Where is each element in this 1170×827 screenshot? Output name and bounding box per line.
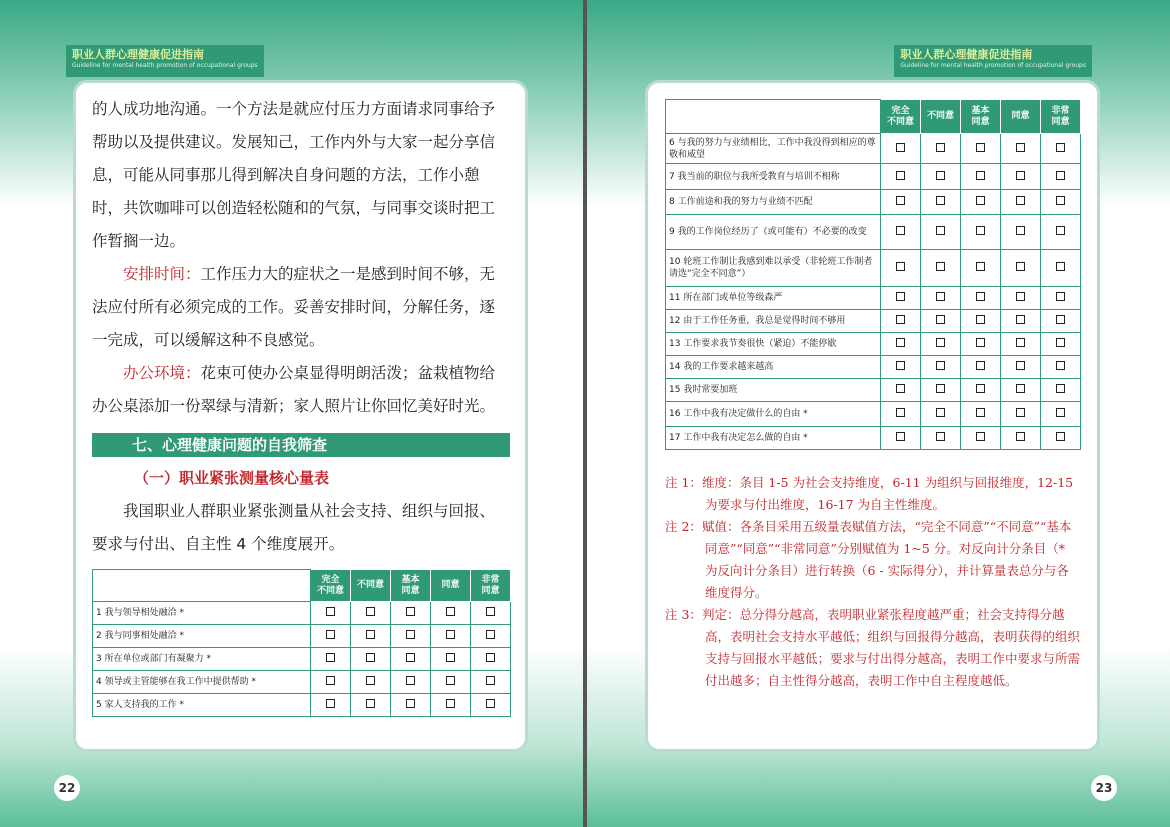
checkbox-cell: [431, 625, 471, 648]
checkbox-cell: [921, 215, 961, 250]
checkbox[interactable]: [1056, 262, 1065, 271]
checkbox-cell: [391, 625, 431, 648]
checkbox[interactable]: [976, 171, 985, 180]
stress-scale-table-continued: [665, 99, 1081, 450]
checkbox-cell: [311, 671, 351, 694]
checkbox[interactable]: [406, 607, 415, 616]
checkbox[interactable]: [1016, 143, 1025, 152]
checkbox-cell: [881, 379, 921, 402]
checkbox-cell: [391, 648, 431, 671]
checkbox-cell: [471, 625, 511, 648]
checkbox-cell: [881, 310, 921, 333]
checkbox-cell: [1041, 287, 1081, 310]
checkbox-cell: [351, 648, 391, 671]
checkbox-cell: [471, 694, 511, 717]
checkbox-cell: [881, 164, 921, 190]
checkbox-cell: [351, 602, 391, 625]
checkbox[interactable]: [936, 408, 945, 417]
header-title-en: Guideline for mental health promotion of occupational groups: [72, 62, 258, 69]
checkbox-cell: [961, 134, 1001, 164]
checkbox-cell: [881, 402, 921, 427]
checkbox[interactable]: [406, 653, 415, 662]
note-label: 注 3：: [665, 607, 702, 622]
checkbox-cell: [961, 190, 1001, 215]
table-row: [666, 287, 1081, 310]
checkbox-cell: [1041, 402, 1081, 427]
checkbox-cell: [921, 164, 961, 190]
body-text: [92, 93, 510, 717]
checkbox-cell: [391, 694, 431, 717]
header-title-zh: 职业人群心理健康促进指南: [72, 48, 204, 61]
checkbox-cell: [881, 356, 921, 379]
checkbox[interactable]: [366, 607, 375, 616]
item-text: 9 我的工作岗位经历了（或可能有）不必要的改变: [666, 215, 881, 250]
checkbox-cell: [311, 648, 351, 671]
running-header: [894, 45, 1092, 77]
table-row: [666, 356, 1081, 379]
checkbox[interactable]: [896, 408, 905, 417]
checkbox-cell: [961, 333, 1001, 356]
subsection-title: （一）职业紧张测量核心量表: [134, 469, 330, 487]
content-card: [73, 80, 528, 752]
checkbox-cell: [391, 602, 431, 625]
left-page: [0, 0, 583, 827]
checkbox[interactable]: [486, 676, 495, 685]
checkbox[interactable]: [486, 630, 495, 639]
checkbox[interactable]: [976, 292, 985, 301]
checkbox-cell: [1001, 402, 1041, 427]
checkbox-cell: [921, 287, 961, 310]
checkbox[interactable]: [936, 361, 945, 370]
table-row: [93, 694, 511, 717]
section-title: 七、心理健康问题的自我筛查: [92, 433, 510, 457]
checkbox-cell: [1041, 427, 1081, 450]
checkbox[interactable]: [976, 226, 985, 235]
checkbox[interactable]: [406, 676, 415, 685]
checkbox[interactable]: [1056, 292, 1065, 301]
note-text: 赋值：各条目采用五级量表赋值方法，“完全不同意”“不同意”“基本同意”“同意”“非常同意”分别赋值为 1~5 分。对反向计分条目（* 为反向计分条目）进行转换（6 - 实际得分），并计算量表总分与各维度得分。: [701, 519, 1072, 600]
checkbox[interactable]: [486, 699, 495, 708]
checkbox[interactable]: [326, 630, 335, 639]
checkbox-cell: [961, 427, 1001, 450]
checkbox-cell: [1001, 427, 1041, 450]
checkbox[interactable]: [1016, 432, 1025, 441]
checkbox[interactable]: [1016, 226, 1025, 235]
checkbox-cell: [1001, 164, 1041, 190]
item-text: 12 由于工作任务重，我总是觉得时间不够用: [666, 310, 881, 333]
note-text: 维度：条目 1-5 为社会支持维度，6-11 为组织与回报维度，12-15 为要求与付出维度，16-17 为自主性维度。: [701, 475, 1074, 512]
checkbox[interactable]: [326, 676, 335, 685]
item-text: 14 我的工作要求越来越高: [666, 356, 881, 379]
checkbox-cell: [961, 164, 1001, 190]
item-text: 11 所在部门或单位等级森严: [666, 287, 881, 310]
checkbox[interactable]: [976, 361, 985, 370]
note-label: 注 2：: [665, 519, 702, 534]
checkbox-cell: [961, 215, 1001, 250]
column-header: 非常 同意: [1041, 100, 1081, 134]
table-row: [93, 602, 511, 625]
item-text: 17 工作中我有决定怎么做的自由 *: [666, 427, 881, 450]
column-header: 不同意: [921, 100, 961, 134]
note: [665, 516, 1080, 604]
header-title-en: Guideline for mental health promotion of occupational groups: [900, 62, 1086, 69]
page-number: 23: [1091, 775, 1117, 801]
checkbox-cell: [1001, 310, 1041, 333]
checkbox[interactable]: [1016, 292, 1025, 301]
checkbox[interactable]: [936, 292, 945, 301]
checkbox[interactable]: [896, 143, 905, 152]
checkbox[interactable]: [1016, 262, 1025, 271]
table-row: [666, 310, 1081, 333]
checkbox[interactable]: [1016, 196, 1025, 205]
checkbox[interactable]: [326, 653, 335, 662]
checkbox-cell: [881, 190, 921, 215]
checkbox-cell: [961, 287, 1001, 310]
page-number: 22: [54, 775, 80, 801]
checkbox[interactable]: [896, 432, 905, 441]
checkbox[interactable]: [976, 143, 985, 152]
checkbox-cell: [961, 379, 1001, 402]
checkbox[interactable]: [896, 292, 905, 301]
checkbox-cell: [1041, 356, 1081, 379]
checkbox[interactable]: [1056, 432, 1065, 441]
checkbox-cell: [471, 648, 511, 671]
item-text: 7 我当前的职位与我所受教育与培训不相称: [666, 164, 881, 190]
checkbox[interactable]: [936, 143, 945, 152]
checkbox-cell: [921, 427, 961, 450]
checkbox-cell: [1041, 190, 1081, 215]
checkbox-cell: [391, 671, 431, 694]
checkbox-cell: [921, 190, 961, 215]
checkbox-cell: [1041, 250, 1081, 287]
checkbox[interactable]: [446, 653, 455, 662]
checkbox[interactable]: [326, 607, 335, 616]
item-text: 6 与我的努力与业绩相比，工作中我没得到相应的尊敬和威望: [666, 134, 881, 164]
checkbox-cell: [881, 287, 921, 310]
checkbox-cell: [921, 333, 961, 356]
checkbox-cell: [1001, 250, 1041, 287]
paragraph: [92, 258, 510, 357]
checkbox[interactable]: [366, 630, 375, 639]
checkbox-cell: [431, 602, 471, 625]
checkbox[interactable]: [1016, 384, 1025, 393]
checkbox-cell: [351, 625, 391, 648]
item-column-header: [666, 100, 881, 134]
checkbox-cell: [1041, 333, 1081, 356]
checkbox[interactable]: [896, 361, 905, 370]
checkbox[interactable]: [1056, 361, 1065, 370]
paragraph: [92, 357, 510, 423]
checkbox[interactable]: [896, 226, 905, 235]
checkbox-cell: [881, 250, 921, 287]
checkbox-cell: [921, 379, 961, 402]
note-text: 判定：总分得分越高，表明职业紧张程度越严重；社会支持得分越高，表明社会支持水平越低；组织与回报得分越高，表明获得的组织支持与回报水平越低；要求与付出得分越高，表明工作中要求与所需付出越多；自主性得分越高，表明工作中自主程度越低。: [701, 607, 1081, 688]
stress-scale-table: [92, 569, 511, 717]
checkbox-cell: [1001, 356, 1041, 379]
running-header: [66, 45, 264, 77]
checkbox[interactable]: [486, 653, 495, 662]
checkbox[interactable]: [326, 699, 335, 708]
column-header: 不同意: [351, 570, 391, 602]
checkbox[interactable]: [1056, 384, 1065, 393]
content-card: [645, 80, 1100, 752]
checkbox-cell: [1001, 379, 1041, 402]
checkbox[interactable]: [936, 262, 945, 271]
paragraph-list: [92, 93, 510, 423]
checkbox-cell: [921, 134, 961, 164]
checkbox[interactable]: [976, 384, 985, 393]
checkbox-cell: [881, 215, 921, 250]
checkbox[interactable]: [976, 432, 985, 441]
checkbox[interactable]: [1056, 171, 1065, 180]
paragraph-heading: 办公环境：: [123, 364, 201, 382]
notes: [665, 472, 1080, 692]
checkbox[interactable]: [936, 384, 945, 393]
body-content: [665, 99, 1080, 692]
checkbox[interactable]: [366, 699, 375, 708]
checkbox-cell: [1001, 287, 1041, 310]
checkbox[interactable]: [976, 338, 985, 347]
checkbox[interactable]: [1056, 408, 1065, 417]
table-row: [666, 164, 1081, 190]
item-text: 1 我与领导相处融洽 *: [93, 602, 311, 625]
checkbox-cell: [431, 694, 471, 717]
checkbox-cell: [1041, 134, 1081, 164]
note-label: 注 1：: [665, 475, 702, 490]
checkbox[interactable]: [1016, 361, 1025, 370]
paragraph-text: 花束可使办公桌显得明朗活泼；盆栽植物给办公桌添加一份翠绿与清新；家人照片让你回忆美好时光。: [92, 364, 496, 415]
note: [665, 472, 1080, 516]
intro-paragraph: 我国职业人群职业紧张测量从社会支持、组织与回报、要求与付出、自主性 4 个维度展开。: [92, 502, 496, 553]
checkbox-cell: [881, 333, 921, 356]
checkbox[interactable]: [936, 432, 945, 441]
checkbox-cell: [881, 134, 921, 164]
checkbox[interactable]: [976, 315, 985, 324]
table-row: [666, 215, 1081, 250]
checkbox[interactable]: [896, 384, 905, 393]
checkbox[interactable]: [976, 408, 985, 417]
column-header: 基本 同意: [961, 100, 1001, 134]
checkbox[interactable]: [446, 630, 455, 639]
checkbox[interactable]: [366, 676, 375, 685]
checkbox[interactable]: [896, 315, 905, 324]
checkbox-cell: [431, 671, 471, 694]
checkbox-cell: [961, 250, 1001, 287]
checkbox[interactable]: [936, 338, 945, 347]
checkbox[interactable]: [1016, 171, 1025, 180]
checkbox[interactable]: [1056, 143, 1065, 152]
checkbox-cell: [921, 402, 961, 427]
item-text: 5 家人支持我的工作 *: [93, 694, 311, 717]
checkbox[interactable]: [486, 607, 495, 616]
item-column-header: [93, 570, 311, 602]
checkbox[interactable]: [366, 653, 375, 662]
checkbox-cell: [961, 402, 1001, 427]
checkbox-cell: [1001, 333, 1041, 356]
checkbox[interactable]: [406, 699, 415, 708]
checkbox-cell: [961, 356, 1001, 379]
checkbox-cell: [311, 625, 351, 648]
checkbox-cell: [351, 694, 391, 717]
table-row: [666, 427, 1081, 450]
table-row: [93, 648, 511, 671]
checkbox[interactable]: [936, 226, 945, 235]
column-header: 基本 同意: [391, 570, 431, 602]
checkbox-cell: [471, 602, 511, 625]
paragraph: [92, 93, 510, 258]
item-text: 15 我时常要加班: [666, 379, 881, 402]
checkbox[interactable]: [1056, 338, 1065, 347]
checkbox-cell: [471, 671, 511, 694]
column-header: 同意: [431, 570, 471, 602]
checkbox[interactable]: [446, 676, 455, 685]
checkbox[interactable]: [896, 338, 905, 347]
checkbox[interactable]: [896, 196, 905, 205]
column-header: 完全 不同意: [311, 570, 351, 602]
note: [665, 604, 1080, 692]
checkbox[interactable]: [896, 171, 905, 180]
checkbox-cell: [921, 310, 961, 333]
checkbox[interactable]: [936, 315, 945, 324]
item-text: 3 所在单位或部门有凝聚力 *: [93, 648, 311, 671]
checkbox-cell: [1001, 190, 1041, 215]
checkbox-cell: [311, 694, 351, 717]
checkbox[interactable]: [406, 630, 415, 639]
checkbox[interactable]: [1056, 196, 1065, 205]
checkbox-cell: [1041, 379, 1081, 402]
checkbox[interactable]: [896, 262, 905, 271]
checkbox-cell: [1041, 164, 1081, 190]
header-title-zh: 职业人群心理健康促进指南: [900, 48, 1033, 61]
checkbox-cell: [961, 310, 1001, 333]
column-header: 完全 不同意: [881, 100, 921, 134]
paragraph-heading: 安排时间：: [123, 265, 201, 283]
item-text: 8 工作前途和我的努力与业绩不匹配: [666, 190, 881, 215]
paragraph-text: 的人成功地沟通。一个方法是就应付压力方面请求同事给予帮助以及提供建议。发展知己，工作内外与大家一起分享信息，可能从同事那儿得到解决自身问题的方法，工作小憩时，共饮咖啡可以创造轻松随和的气氛，与同事交谈时把工作暂搁一边。: [92, 100, 496, 250]
checkbox[interactable]: [1016, 408, 1025, 417]
checkbox-cell: [921, 356, 961, 379]
item-text: 4 领导或主管能够在我工作中提供帮助 *: [93, 671, 311, 694]
paragraph-text: 工作压力大的症状之一是感到时间不够，无法应付所有必须完成的工作。妥善安排时间，分解任务，逐一完成，可以缓解这种不良感觉。: [92, 265, 496, 349]
checkbox[interactable]: [936, 171, 945, 180]
table-row: [93, 625, 511, 648]
checkbox-cell: [921, 250, 961, 287]
checkbox[interactable]: [976, 196, 985, 205]
table-row: [666, 333, 1081, 356]
column-header: 非常 同意: [471, 570, 511, 602]
checkbox[interactable]: [1056, 315, 1065, 324]
checkbox-cell: [881, 427, 921, 450]
checkbox[interactable]: [1016, 315, 1025, 324]
checkbox[interactable]: [1016, 338, 1025, 347]
table-row: [666, 134, 1081, 164]
checkbox[interactable]: [936, 196, 945, 205]
checkbox-cell: [1041, 215, 1081, 250]
item-text: 2 我与同事相处融洽 *: [93, 625, 311, 648]
checkbox-cell: [1001, 134, 1041, 164]
table-row: [666, 190, 1081, 215]
checkbox-cell: [1041, 310, 1081, 333]
item-text: 13 工作要求我节奏很快（紧迫）不能停歇: [666, 333, 881, 356]
checkbox-cell: [1001, 215, 1041, 250]
checkbox-cell: [431, 648, 471, 671]
checkbox[interactable]: [976, 262, 985, 271]
right-page: [587, 0, 1170, 827]
checkbox[interactable]: [446, 699, 455, 708]
table-row: [666, 379, 1081, 402]
checkbox-cell: [351, 671, 391, 694]
column-header: 同意: [1001, 100, 1041, 134]
table-row: [93, 671, 511, 694]
item-text: 16 工作中我有决定做什么的自由 *: [666, 402, 881, 427]
table-row: [666, 250, 1081, 287]
table-row: [666, 402, 1081, 427]
checkbox[interactable]: [446, 607, 455, 616]
checkbox-cell: [311, 602, 351, 625]
item-text: 10 轮班工作制让我感到难以承受（非轮班工作制者请选“完全不同意”）: [666, 250, 881, 287]
checkbox[interactable]: [1056, 226, 1065, 235]
